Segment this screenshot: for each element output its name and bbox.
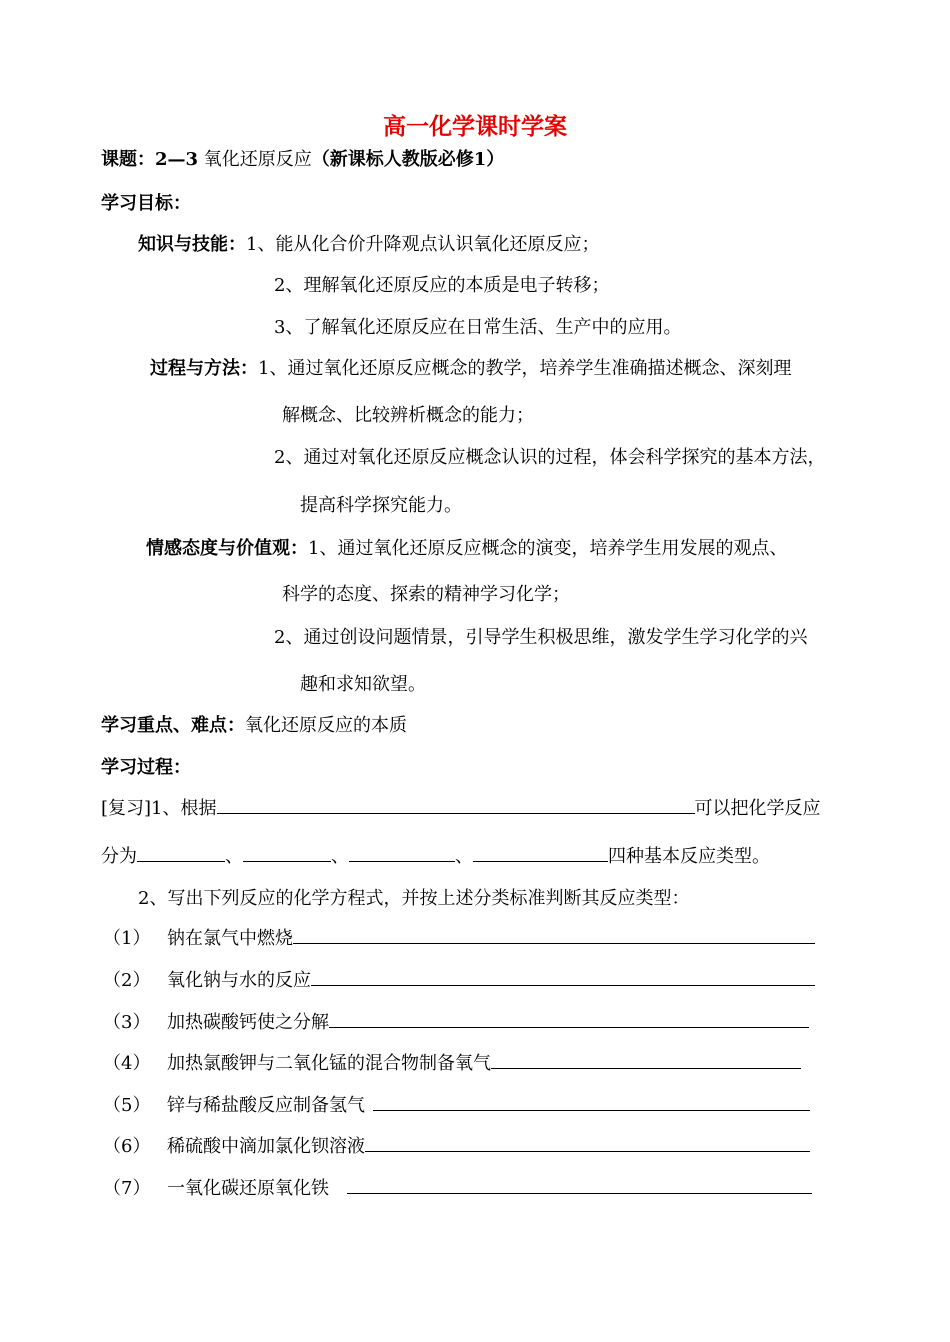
key-points-label: 学习重点、难点： xyxy=(101,715,245,736)
reaction-number: （5） xyxy=(103,1095,151,1116)
reaction-text: 加热碳酸钙使之分解 xyxy=(167,1012,329,1033)
process-line-1 xyxy=(150,357,791,381)
review-q1-line-1 xyxy=(101,797,821,821)
topic-label: 课题： xyxy=(101,149,155,170)
reaction-row xyxy=(103,927,815,951)
answer-blank[interactable] xyxy=(293,927,815,944)
answer-blank[interactable] xyxy=(373,1094,810,1111)
answer-blank[interactable] xyxy=(311,969,815,986)
process-label: 过程与方法： xyxy=(150,358,258,379)
emotion-line-1 xyxy=(146,537,787,561)
reaction-row xyxy=(103,1177,812,1201)
emotion-item-2b: 趣和求知欲望。 xyxy=(300,674,426,695)
knowledge-label: 知识与技能： xyxy=(138,234,246,255)
process-item-2b: 提高科学探究能力。 xyxy=(300,495,462,516)
answer-blank[interactable] xyxy=(491,1052,801,1069)
review-tag: [复习] xyxy=(101,798,152,819)
review-q2: 2、写出下列反应的化学方程式，并按上述分类标准判断其反应类型： xyxy=(138,888,690,909)
reaction-text: 稀硫酸中滴加氯化钡溶液 xyxy=(167,1136,365,1157)
emotion-label: 情感态度与价值观： xyxy=(146,538,308,559)
emotion-item-1b: 科学的态度、探索的精神学习化学； xyxy=(282,584,570,605)
process-item-1a: 1、通过氧化还原反应概念的教学，培养学生准确描述概念、深刻理 xyxy=(258,358,792,379)
answer-blank[interactable] xyxy=(347,1177,812,1194)
answer-blank[interactable] xyxy=(349,845,455,862)
objectives-heading: 学习目标： xyxy=(101,193,191,214)
reaction-text: 氧化钠与水的反应 xyxy=(167,970,311,991)
separator: 、 xyxy=(331,846,349,867)
reaction-row xyxy=(103,1052,801,1076)
answer-blank[interactable] xyxy=(137,845,225,862)
review-q1-line2-end: 四种基本反应类型。 xyxy=(608,846,770,867)
review-q1-line2-start: 分为 xyxy=(101,846,137,867)
reaction-row xyxy=(103,1094,810,1118)
reaction-number: （2） xyxy=(103,970,151,991)
reaction-row xyxy=(103,1011,809,1035)
review-q1-end: 可以把化学反应 xyxy=(694,798,821,819)
separator: 、 xyxy=(225,846,243,867)
answer-blank[interactable] xyxy=(365,1135,810,1152)
page-title: 高一化学课时学案 xyxy=(383,113,567,140)
reaction-row xyxy=(103,969,815,993)
knowledge-item-3: 3、了解氧化还原反应在日常生活、生产中的应用。 xyxy=(274,317,682,338)
review-q1-line-2 xyxy=(101,845,770,869)
answer-blank[interactable] xyxy=(243,845,331,862)
reaction-text: 一氧化碳还原氧化铁 xyxy=(167,1178,329,1199)
knowledge-line-1 xyxy=(138,233,599,257)
key-points-text: 氧化还原反应的本质 xyxy=(245,715,407,736)
process-item-2a: 2、通过对氧化还原反应概念认识的过程，体会科学探究的基本方法， xyxy=(274,447,826,468)
reaction-text: 加热氯酸钾与二氧化锰的混合物制备氧气 xyxy=(167,1053,491,1074)
knowledge-item-1: 1、能从化合价升降观点认识氧化还原反应； xyxy=(246,234,600,255)
topic-name: 氧化还原反应 xyxy=(203,149,312,170)
topic-code: 2—3 xyxy=(155,149,199,170)
knowledge-item-2: 2、理解氧化还原反应的本质是电子转移； xyxy=(274,275,610,296)
emotion-item-1a: 1、通过氧化还原反应概念的演变，培养学生用发展的观点、 xyxy=(308,538,788,559)
topic-line xyxy=(101,148,504,172)
reaction-number: （6） xyxy=(103,1136,151,1157)
reaction-number: （3） xyxy=(103,1012,151,1033)
reaction-text: 锌与稀盐酸反应制备氢气 xyxy=(167,1095,365,1116)
key-points-line xyxy=(101,714,407,738)
answer-blank[interactable] xyxy=(217,797,695,814)
review-q1-start: 1、根据 xyxy=(151,798,217,819)
reaction-number: （4） xyxy=(103,1053,151,1074)
answer-blank[interactable] xyxy=(329,1011,809,1028)
process-heading: 学习过程： xyxy=(101,757,191,778)
topic-edition: （新课标人教版必修1） xyxy=(311,149,505,170)
reaction-row xyxy=(103,1135,810,1159)
answer-blank[interactable] xyxy=(473,845,608,862)
reaction-text: 钠在氯气中燃烧 xyxy=(167,928,293,949)
reaction-number: （1） xyxy=(103,928,151,949)
process-item-1b: 解概念、比较辨析概念的能力； xyxy=(282,405,534,426)
separator: 、 xyxy=(455,846,473,867)
reaction-number: （7） xyxy=(103,1178,151,1199)
emotion-item-2a: 2、通过创设问题情景，引导学生积极思维，激发学生学习化学的兴 xyxy=(274,627,808,648)
